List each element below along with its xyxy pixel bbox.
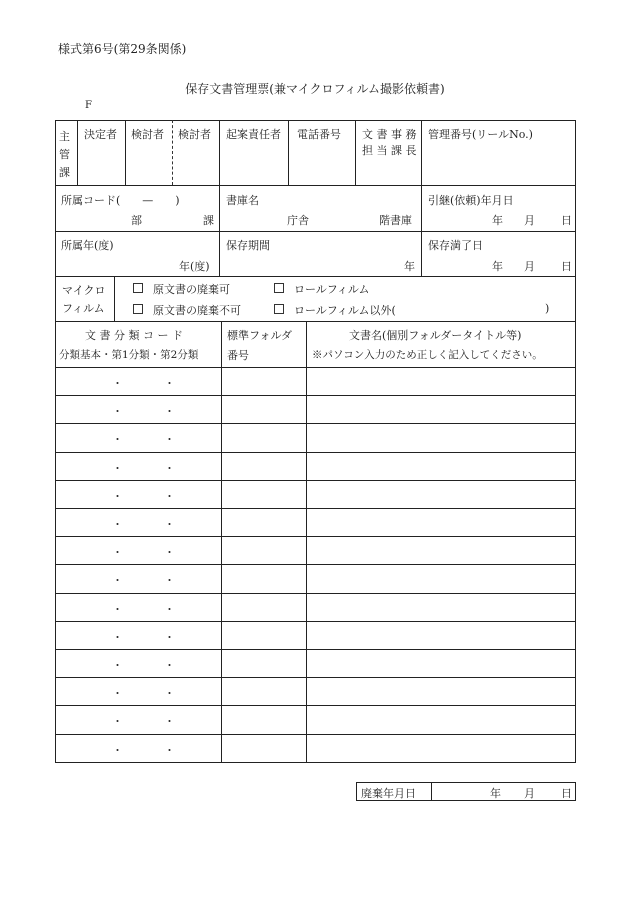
page-title: 保存文書管理票(兼マイクロフィルム撮影依頼書)	[185, 82, 445, 96]
transfer-month-label: 月	[524, 214, 535, 227]
classification-separator-dot: ・	[112, 405, 123, 418]
main-section-label-2: 管	[59, 148, 70, 161]
col-classification-label-1: 文 書 分 類 コ ー ド	[85, 329, 183, 342]
row-divider	[55, 677, 576, 678]
classification-separator-dot: ・	[112, 687, 123, 700]
library-name-label: 書庫名	[226, 194, 259, 207]
row-divider	[55, 705, 576, 706]
end-month-label: 月	[524, 260, 535, 273]
affiliation-code-label: 所属コード( — )	[61, 194, 180, 207]
drafter-label: 起案責任者	[226, 128, 281, 141]
retention-end-label: 保存満了日	[428, 239, 483, 252]
disposal-allowed-label: 原文書の廃棄可	[153, 283, 230, 296]
roll-film-label: ロールフィルム	[294, 283, 370, 296]
classification-separator-dot: ・	[164, 603, 175, 616]
row-divider	[55, 734, 576, 735]
row-divider	[55, 395, 576, 396]
ka-label: 課	[203, 214, 214, 227]
classification-separator-dot: ・	[112, 715, 123, 728]
col-title-label-2: ※パソコン入力のため正しく記入してください。	[312, 349, 543, 361]
row-divider	[55, 452, 576, 453]
end-day-label: 日	[561, 260, 572, 273]
clerk-label-1: 文 書 事 務	[362, 128, 417, 141]
form-number: 様式第6号(第29条関係)	[58, 42, 187, 56]
col-folder-label-1: 標準フォルダ	[227, 329, 293, 342]
chousha-label: 庁舎	[287, 214, 309, 227]
f-mark: F	[85, 100, 92, 111]
classification-separator-dot: ・	[112, 744, 123, 757]
classification-separator-dot: ・	[112, 462, 123, 475]
classification-separator-dot: ・	[164, 659, 175, 672]
reviewer2-label: 検討者	[178, 128, 211, 141]
classification-separator-dot: ・	[164, 462, 175, 475]
affiliation-year-label: 所属年(度)	[61, 239, 114, 252]
col-folder-label-2: 番号	[227, 349, 249, 362]
disposal-date-label: 廃棄年月日	[361, 787, 416, 800]
management-number-label: 管理番号(リールNo.)	[428, 128, 533, 141]
checkbox-roll-film[interactable]	[274, 283, 284, 293]
row-divider	[55, 649, 576, 650]
classification-separator-dot: ・	[164, 687, 175, 700]
transfer-year-label: 年	[492, 214, 503, 227]
classification-separator-dot: ・	[164, 405, 175, 418]
kai-shoko-label: 階書庫	[379, 214, 412, 227]
disposal-not-allowed-label: 原文書の廃棄不可	[153, 304, 241, 317]
classification-separator-dot: ・	[112, 518, 123, 531]
classification-separator-dot: ・	[112, 377, 123, 390]
retention-year-label: 年	[404, 260, 415, 273]
main-section-label-1: 主	[59, 130, 70, 143]
row-divider	[55, 593, 576, 594]
classification-separator-dot: ・	[112, 659, 123, 672]
other-film-close-paren: )	[545, 302, 550, 315]
clerk-label-2: 担 当 課 長	[362, 144, 417, 157]
microfilm-label-2: フィルム	[62, 302, 105, 315]
reviewer1-label: 検討者	[131, 128, 164, 141]
main-section-label-3: 課	[59, 166, 70, 179]
checkbox-disposal-allowed[interactable]	[133, 283, 143, 293]
microfilm-label-1: マイクロ	[62, 284, 106, 297]
transfer-date-label: 引継(依頼)年月日	[428, 194, 514, 207]
col-classification-label-2: 分類基本・第1分類・第2分類	[59, 349, 199, 361]
disposal-day-label: 日	[561, 787, 572, 800]
row-divider	[55, 508, 576, 509]
disposal-year-label: 年	[490, 787, 501, 800]
classification-separator-dot: ・	[112, 603, 123, 616]
classification-separator-dot: ・	[112, 433, 123, 446]
row-divider	[55, 423, 576, 424]
nen-do-label: 年(度)	[179, 260, 210, 273]
classification-separator-dot: ・	[112, 631, 123, 644]
classification-separator-dot: ・	[164, 433, 175, 446]
row-divider	[55, 564, 576, 565]
retention-period-label: 保存期間	[226, 239, 270, 252]
classification-separator-dot: ・	[112, 574, 123, 587]
classification-separator-dot: ・	[164, 518, 175, 531]
checkbox-other-film[interactable]	[274, 304, 284, 314]
row-divider	[55, 536, 576, 537]
row-divider	[55, 621, 576, 622]
bu-label: 部	[131, 214, 142, 227]
classification-separator-dot: ・	[164, 546, 175, 559]
other-film-label: ロールフィルム以外(	[294, 304, 396, 317]
classification-separator-dot: ・	[112, 490, 123, 503]
classification-separator-dot: ・	[112, 546, 123, 559]
checkbox-disposal-not-allowed[interactable]	[133, 304, 143, 314]
classification-separator-dot: ・	[164, 715, 175, 728]
transfer-day-label: 日	[561, 214, 572, 227]
classification-separator-dot: ・	[164, 490, 175, 503]
phone-label: 電話番号	[297, 128, 341, 141]
classification-separator-dot: ・	[164, 377, 175, 390]
classification-separator-dot: ・	[164, 631, 175, 644]
end-year-label: 年	[492, 260, 503, 273]
decider-label: 決定者	[84, 128, 117, 141]
classification-separator-dot: ・	[164, 574, 175, 587]
col-title-label-1: 文書名(個別フォルダータイトル等)	[349, 329, 522, 342]
disposal-month-label: 月	[524, 787, 535, 800]
classification-separator-dot: ・	[164, 744, 175, 757]
row-divider	[55, 480, 576, 481]
